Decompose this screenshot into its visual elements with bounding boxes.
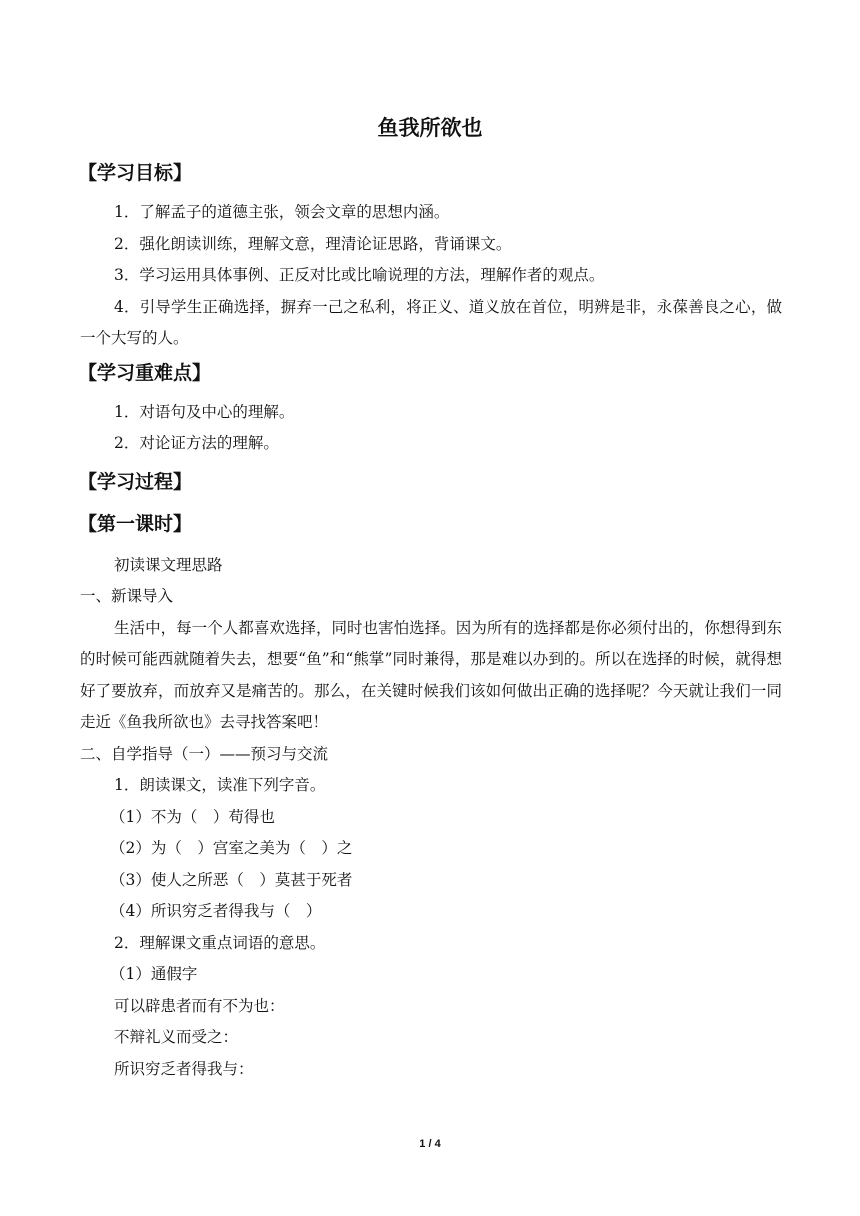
process-heading: 【学习过程】 bbox=[78, 470, 193, 493]
question-2: 2．理解课文重点词语的意思。 bbox=[114, 933, 326, 952]
vocab-item: 所识穷乏者得我与： bbox=[114, 1059, 254, 1078]
document-body bbox=[80, 157, 782, 1085]
vocab-item: 可以辟患者而有不为也： bbox=[114, 996, 285, 1015]
goal-item: 4．引导学生正确选择，摒弃一己之私利，将正义、道义放在首位，明辨是非，永葆善良之心，做一个大写的人。 bbox=[80, 297, 782, 347]
goals-heading: 【学习目标】 bbox=[78, 162, 193, 184]
vocab-item: 不辩礼义而受之： bbox=[114, 1028, 239, 1046]
goal-item: 3．学习运用具体事例、正反对比或比喻说理的方法，理解作者的观点。 bbox=[114, 266, 605, 284]
pronunciation-item: （4）所识穷乏者得我与（ ） bbox=[110, 902, 322, 920]
part1-heading: 一、新课导入 bbox=[80, 587, 174, 605]
question-2-sub: （1）通假字 bbox=[110, 965, 198, 983]
part2-heading: 二、自学指导（一）——预习与交流 bbox=[80, 744, 329, 763]
key-point-item: 2．对论证方法的理解。 bbox=[114, 434, 279, 452]
pronunciation-item: （2）为（ ）宫室之美为（ ）之 bbox=[110, 839, 353, 857]
part1-text: 生活中，每一个人都喜欢选择，同时也害怕选择。因为所有的选择都是你必须付出的，你想得到东的时候可能西就随着失去，想要“鱼”和“熊掌”同时兼得，那是难以办到的。所以在选择的时候，就得想好了要放弃，而放弃又是痛苦的。那么，在关键时候我们该如何做出正确的选择呢？今天就让我们一同走近《鱼我所欲也》去寻找答案吧！ bbox=[80, 618, 782, 731]
lesson-intro: 初读课文理思路 bbox=[114, 555, 223, 574]
lesson-heading: 【第一课时】 bbox=[78, 512, 193, 535]
pronunciation-item: （3）使人之所恶（ ）莫甚于死者 bbox=[110, 870, 353, 889]
document-title: 鱼我所欲也 bbox=[377, 115, 483, 140]
goal-item: 2．强化朗读训练，理解文意，理清论证思路，背诵课文。 bbox=[114, 234, 512, 253]
key-point-item: 1．对语句及中心的理解。 bbox=[114, 402, 295, 421]
question-1: 1．朗读课文，读准下列字音。 bbox=[114, 776, 326, 794]
page-number: 1 / 4 bbox=[419, 1138, 441, 1150]
goal-item: 1．了解孟子的道德主张，领会文章的思想内涵。 bbox=[114, 203, 450, 221]
pronunciation-item: （1）不为（ ）苟得也 bbox=[110, 807, 275, 826]
key-points-heading: 【学习重难点】 bbox=[78, 361, 212, 384]
